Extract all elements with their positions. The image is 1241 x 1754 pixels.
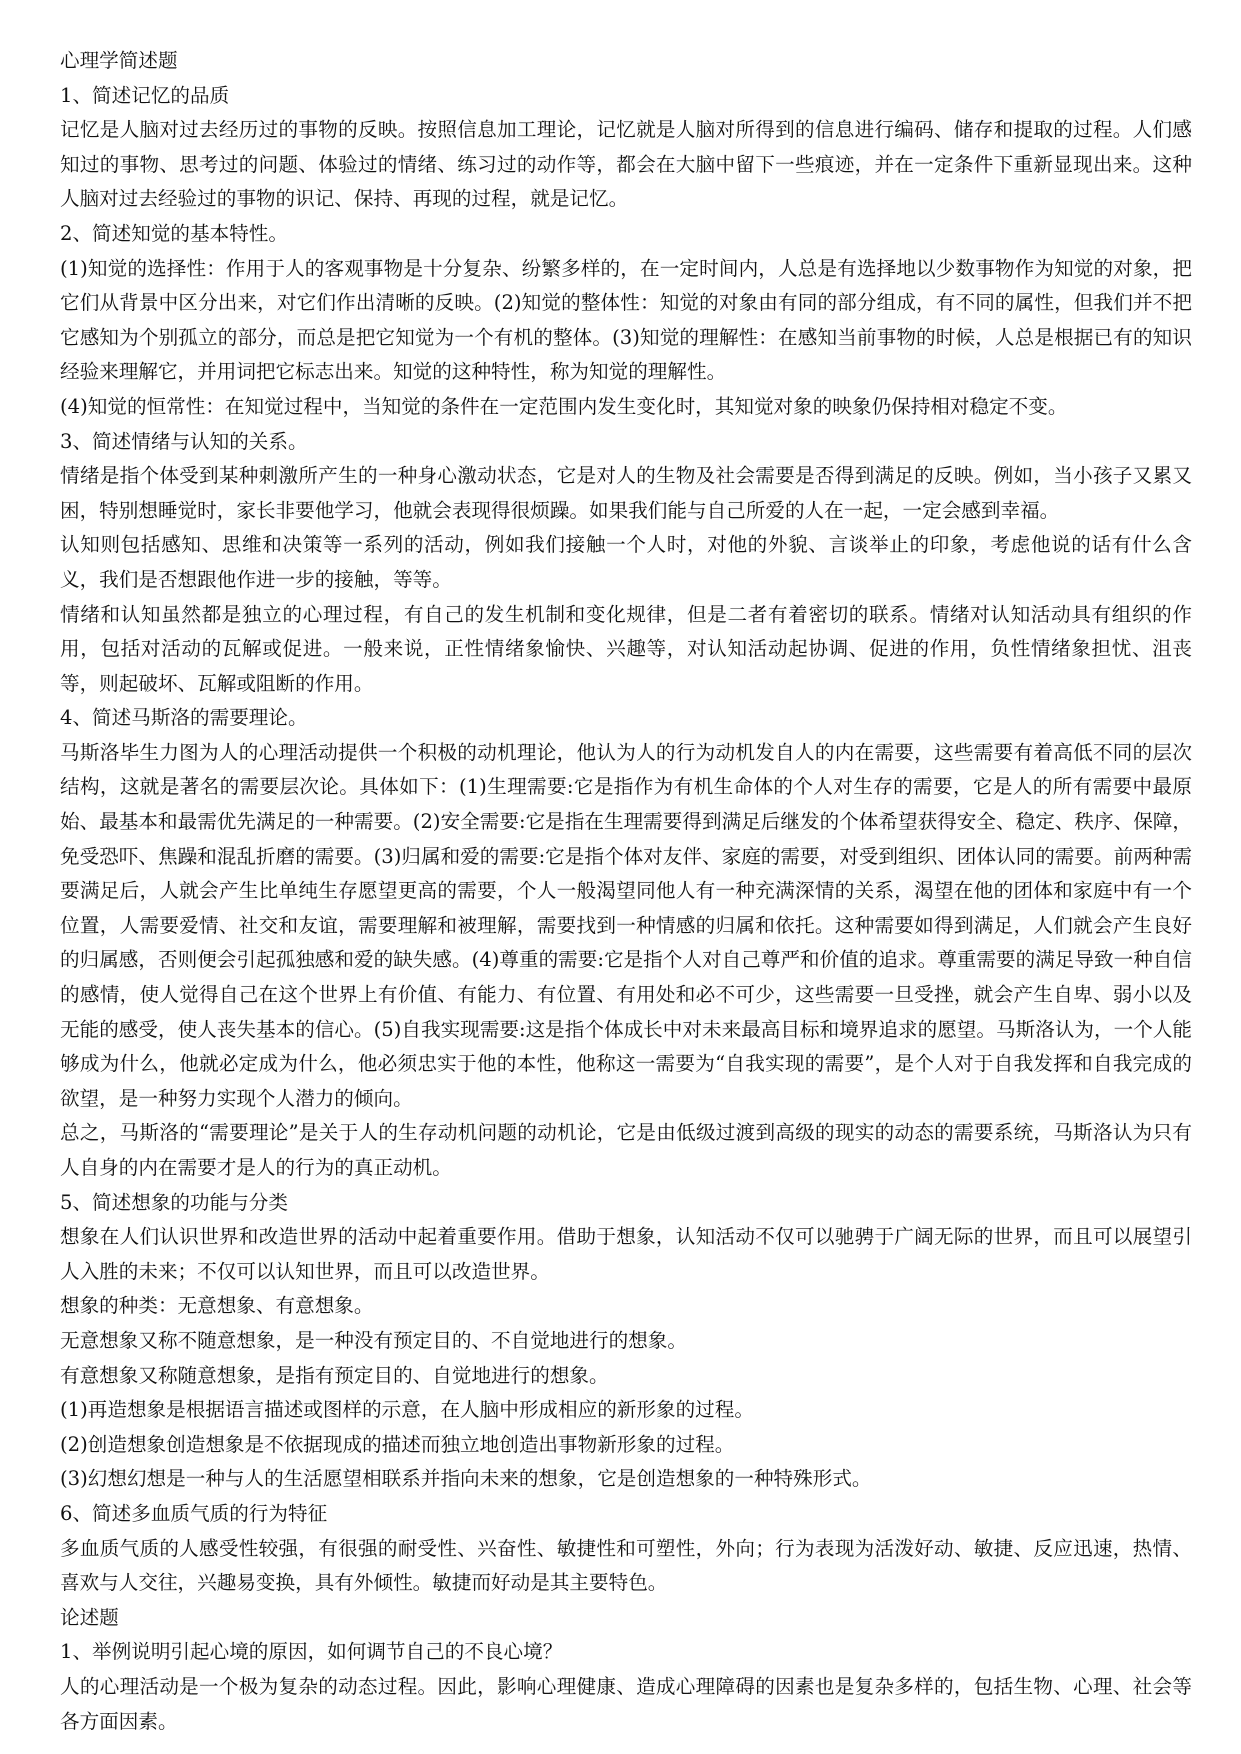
- essay-question-1-heading: 1、举例说明引起心境的原因，如何调节自己的不良心境？: [60, 1640, 563, 1664]
- document-page: [60, 44, 1192, 1739]
- section-5-heading: 5、简述想象的功能与分类: [60, 1190, 288, 1214]
- section-3-paragraph-3: 情绪和认知虽然都是独立的心理过程，有自己的发生机制和变化规律，但是二者有着密切的联系。情绪对认知活动具有组织的作用，包括对活动的瓦解或促进。一般来说，正性情绪象愉快、兴趣等，对认知活动起协调、促进的作用，负性情绪象担忧、沮丧等，则起破坏、瓦解或阻断的作用。: [60, 602, 1192, 695]
- section-4-paragraph-1: 马斯洛毕生力图为人的心理活动提供一个积极的动机理论，他认为人的行为动机发自人的内在需要，这些需要有着高低不同的层次结构，这就是著名的需要层次论。具体如下：(1)生理需要:它是指作为有机生命体的个人对生存的需要，它是人的所有需要中最原始、最基本和最需优先满足的一种需要。(2)安全需要:它是指在生理需要得到满足后继发的个体希望获得安全、稳定、秩序、保障，免受恐吓、焦躁和混乱折磨的需要。(3)归属和爱的需要:它是指个体对友伴、家庭的需要，对受到组织、团体认同的需要。前两种需要满足后，人就会产生比单纯生存愿望更高的需要，个人一般渴望同他人有一种充满深情的关系，渴望在他的团体和家庭中有一个位置，人需要爱情、社交和友谊，需要理解和被理解，需要找到一种情感的归属和依托。这种需要如得到满足，人们就会产生良好的归属感，否则便会引起孤独感和爱的缺失感。(4)尊重的需要:它是指个人对自己尊严和价值的追求。尊重需要的满足导致一种自信的感情，使人觉得自己在这个世界上有价值、有能力、有位置、有用处和必不可少，这些需要一旦受挫，就会产生自卑、弱小以及无能的感受，使人丧失基本的信心。(5)自我实现需要:这是指个体成长中对未来最高目标和境界追求的愿望。马斯洛认为，一个人能够成为什么，他就必定成为什么，他必须忠实于他的本性，他称这一需要为“自我实现的需要”，是个人对于自我发挥和自我完成的欲望，是一种努力实现个人潜力的倾向。: [60, 740, 1192, 1110]
- section-5-paragraph-2: 想象的种类：无意想象、有意想象。: [60, 1294, 374, 1318]
- section-5-paragraph-6: (2)创造想象创造想象是不依据现成的描述而独立地创造出事物新形象的过程。: [60, 1432, 735, 1456]
- section-4-heading: 4、简述马斯洛的需要理论。: [60, 706, 308, 730]
- section-5-paragraph-4: 有意想象又称随意想象，是指有预定目的、自觉地进行的想象。: [60, 1363, 609, 1387]
- section-6-paragraph-1: 多血质气质的人感受性较强，有很强的耐受性、兴奋性、敏捷性和可塑性，外向；行为表现为活泼好动、敏捷、反应迅速，热情、喜欢与人交往，兴趣易变换，具有外倾性。敏捷而好动是其主要特色。: [60, 1536, 1192, 1595]
- essay-question-1-paragraph-1: 人的心理活动是一个极为复杂的动态过程。因此，影响心理健康、造成心理障碍的因素也是复杂多样的，包括生物、心理、社会等各方面因素。: [60, 1674, 1192, 1733]
- section-3-paragraph-1: 情绪是指个体受到某种刺激所产生的一种身心激动状态，它是对人的生物及社会需要是否得到满足的反映。例如，当小孩子又累又困，特别想睡觉时，家长非要他学习，他就会表现得很烦躁。如果我们能与自己所爱的人在一起，一定会感到幸福。: [60, 464, 1192, 522]
- section-1-heading: 1、简述记忆的品质: [60, 83, 230, 107]
- essay-section-title: 论述题: [60, 1605, 119, 1629]
- section-5-paragraph-5: (1)再造想象是根据语言描述或图样的示意，在人脑中形成相应的新形象的过程。: [60, 1398, 754, 1422]
- section-5-paragraph-3: 无意想象又称不随意想象，是一种没有预定目的、不自觉地进行的想象。: [60, 1328, 687, 1352]
- section-1-paragraph-1: 记忆是人脑对过去经历过的事物的反映。按照信息加工理论，记忆就是人脑对所得到的信息进行编码、储存和提取的过程。人们感知过的事物、思考过的问题、体验过的情绪、练习过的动作等，都会在大脑中留下一些痕迹，并在一定条件下重新显现出来。这种人脑对过去经验过的事物的识记、保持、再现的过程，就是记忆。: [60, 118, 1192, 211]
- section-4-paragraph-2: 总之，马斯洛的“需要理论”是关于人的生存动机问题的动机论，它是由低级过渡到高级的现实的动态的需要系统，马斯洛认为只有人自身的内在需要才是人的行为的真正动机。: [60, 1121, 1192, 1179]
- section-5-paragraph-7: (3)幻想幻想是一种与人的生活愿望相联系并指向未来的想象，它是创造想象的一种特殊形式。: [60, 1467, 872, 1491]
- section-5-paragraph-1: 想象在人们认识世界和改造世界的活动中起着重要作用。借助于想象，认知活动不仅可以驰骋于广阔无际的世界，而且可以展望引人入胜的未来；不仅可以认知世界，而且可以改造世界。: [60, 1225, 1192, 1283]
- section-2-paragraph-2: (4)知觉的恒常性：在知觉过程中，当知觉的条件在一定范围内发生变化时，其知觉对象的映象仍保持相对稳定不变。: [60, 394, 1068, 418]
- section-3-paragraph-2: 认知则包括感知、思维和决策等一系列的活动，例如我们接触一个人时，对他的外貌、言谈举止的印象，考虑他说的话有什么含义，我们是否想跟他作进一步的接触，等等。: [60, 533, 1192, 591]
- section-6-heading: 6、简述多血质气质的行为特征: [60, 1501, 328, 1525]
- section-2-paragraph-1: (1)知觉的选择性：作用于人的客观事物是十分复杂、纷繁多样的，在一定时间内，人总是有选择地以少数事物作为知觉的对象，把它们从背景中区分出来，对它们作出清晰的反映。(2)知觉的整体性：知觉的对象由有同的部分组成，有不同的属性，但我们并不把它感知为个别孤立的部分，而总是把它知觉为一个有机的整体。(3)知觉的理解性：在感知当前事物的时候，人总是根据已有的知识经验来理解它，并用词把它标志出来。知觉的这种特性，称为知觉的理解性。: [60, 256, 1192, 384]
- section-2-heading: 2、简述知觉的基本特性。: [60, 221, 288, 245]
- document-title: 心理学简述题: [60, 49, 178, 72]
- section-3-heading: 3、简述情绪与认知的关系。: [60, 429, 308, 453]
